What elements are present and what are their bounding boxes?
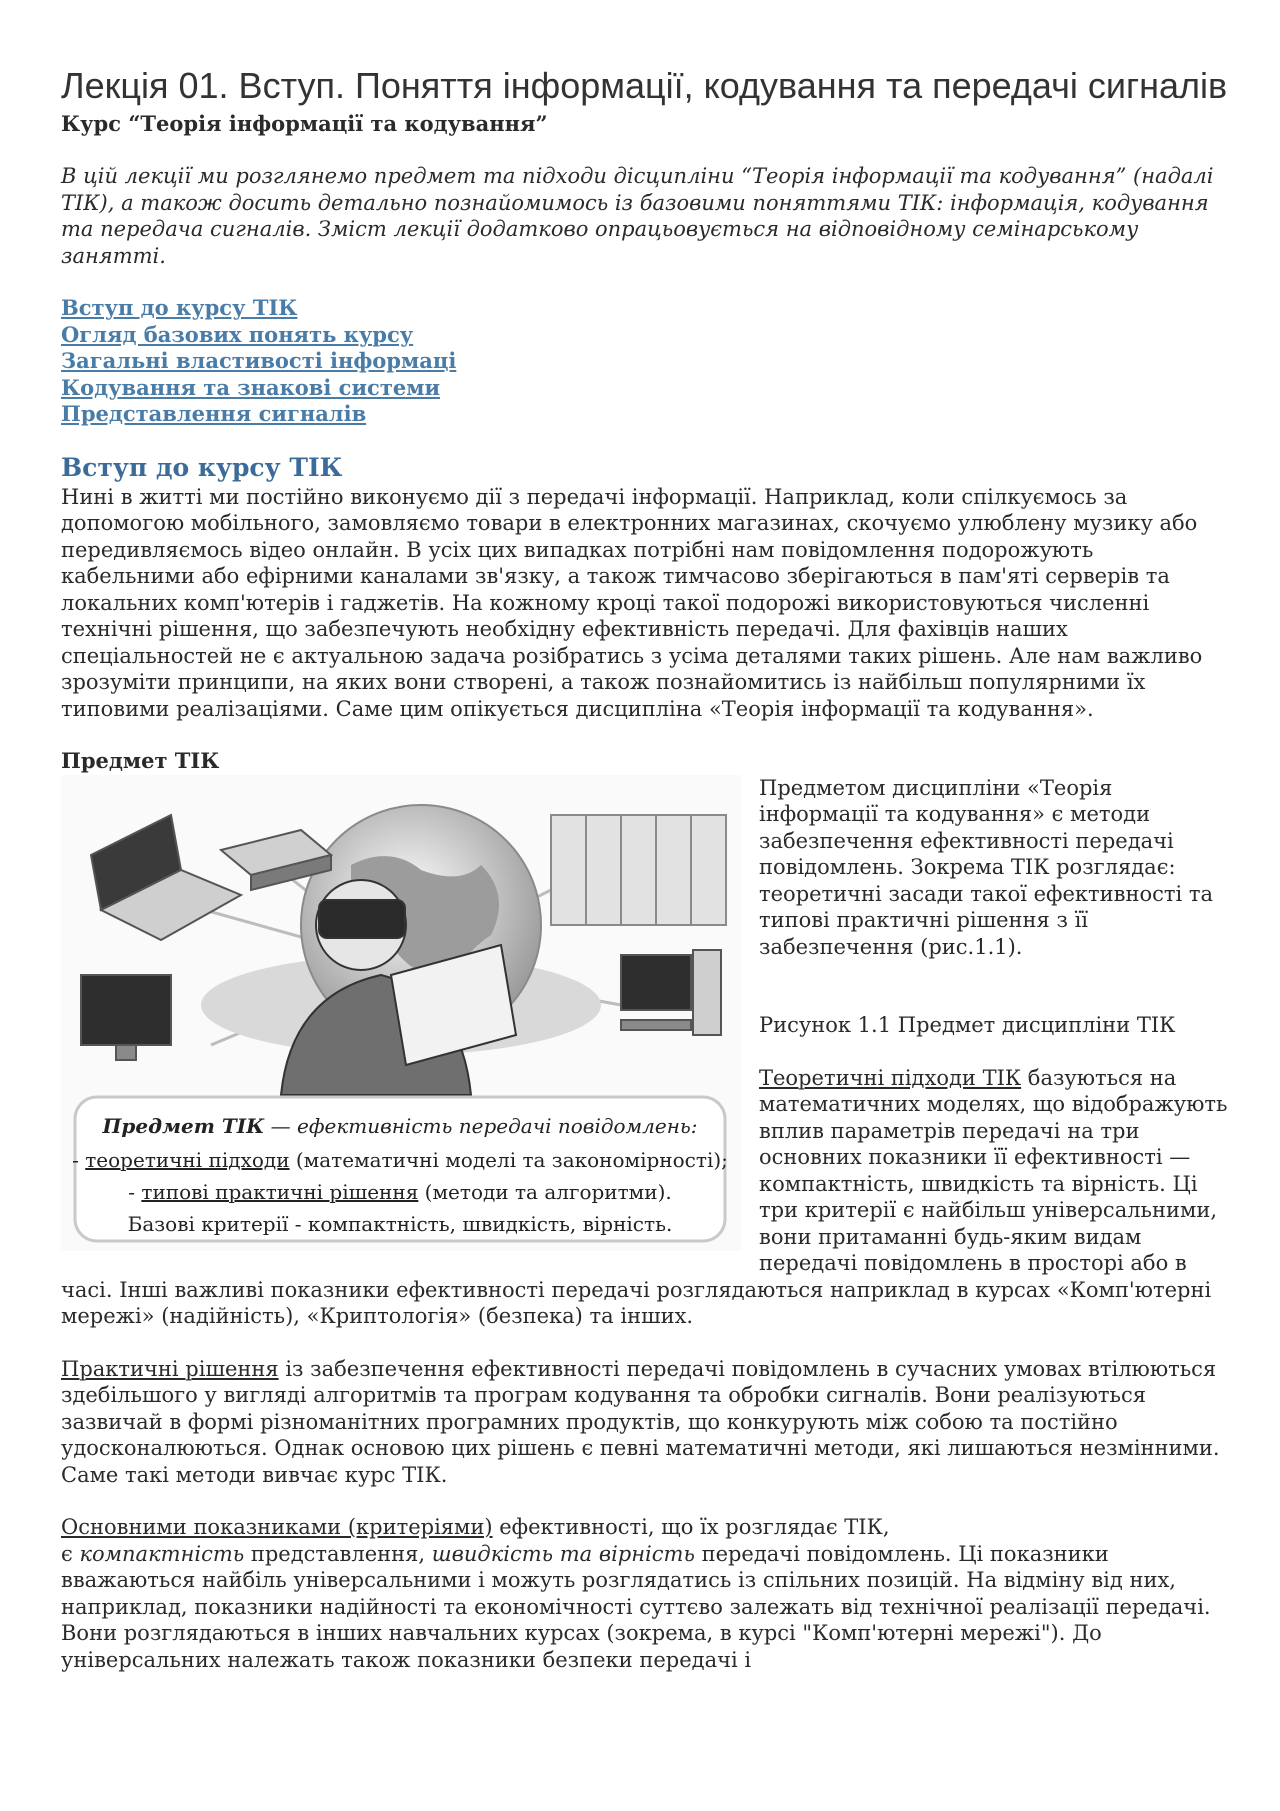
figure-caption: Рисунок 1.1 Предмет дисципліни ТІК bbox=[759, 1013, 1176, 1037]
toc-link-signals[interactable]: Представлення сигналів bbox=[61, 401, 367, 426]
practical-text: із забезпечення ефективності передачі повідомлень в сучасних умовах втілюються здебільшого у вигляді алгоритмів та програм кодування та обробки сигналів. Вони реалізуються зазвичай в формі різноманітних програмних продуктів, що конкурують між собою та постійно удосконалюються. Однак основою цих рішень є певні математичні методи, які лишаються незмінними. Саме такі методи вивчає курс ТІК. bbox=[61, 1356, 1220, 1487]
intro-section-paragraph: Нині в житті ми постійно виконуємо дії з передачі інформації. Наприклад, коли спілкуємось за допомогою мобільного, замовляємо товари в електронних магазинах, скочуємо улюблену музику або передивляємось відео онлайн. В усіх цих випадках потрібні нам повідомлення подорожують кабельними або ефірними каналами зв'язку, а також тимчасово зберігаються в пам'яті серверів та локальних комп'ютерів і гаджетів. На кожному кроці такої подорожі використовуються численні технічні рішення, що забезпечують необхідну ефективність передачі. Для фахівців наших спеціальностей не є актуальною задача розібратись з усіма деталями таких рішень. Але нам важливо зрозуміти принципи, на яких вони створені, а також познайомитись із найбільш популярними їх типовими реалізаціями. Саме цим опікується дисципліна «Теорія інформації та кодування». bbox=[61, 484, 1203, 721]
criteria-link[interactable]: Основними показниками (критеріями) bbox=[61, 1515, 493, 1539]
criteria-paragraph bbox=[61, 1514, 1231, 1673]
criteria-emphasis-1: компактність bbox=[79, 1541, 245, 1566]
figure-1-1 bbox=[61, 775, 741, 1251]
intro-paragraph: В цій лекції ми розглянемо предмет та підходи дісципліни “Теорія інформації та кодування” (надалі ТІК), а також досить детально познайомимось із базовими поняттями ТІК: інформація, кодування та передача сигналів. Зміст лекції додатково опрацьовується на відповідному семінарському занятті. bbox=[61, 164, 1214, 268]
course-name: Курс “Теорія інформації та кодування” bbox=[61, 111, 548, 136]
practical-link[interactable]: Практичні рішення bbox=[61, 1356, 279, 1381]
criteria-emphasis-2: швидкість та вірність bbox=[431, 1541, 695, 1566]
figure-line-3: - типові практичні рішення (методи та алгоритми). bbox=[128, 1179, 672, 1204]
criteria-text-a: ефективності, що їх розглядає ТІК, bbox=[492, 1515, 890, 1539]
criteria-text-b: є bbox=[61, 1541, 80, 1566]
section-heading-intro: Вступ до курсу ТІК bbox=[61, 452, 343, 482]
subject-paragraph: Предметом дисципліни «Теорія інформації та кодування» є методи забезпечення ефективності передачі повідомлень. Зокрема ТІК розглядає: теоретичні засади такої ефективності та типові практичні рішення з її забезпечення (рис.1.1). bbox=[759, 775, 1214, 959]
spacer bbox=[61, 1488, 1231, 1514]
toc-link-properties[interactable]: Загальні властивості інформаці bbox=[61, 348, 457, 373]
page-title: Лекція 01. Вступ. Поняття інформації, кодування та передачі сигналів bbox=[61, 65, 1228, 106]
table-of-contents bbox=[61, 295, 1231, 428]
criteria-text-c: представлення, bbox=[244, 1541, 432, 1566]
lecture-content bbox=[61, 64, 1231, 1673]
practical-paragraph bbox=[61, 1356, 1231, 1489]
criteria-text-d: передачі повідомлень. Ці показники вважаються найбіль універсальними і можуть розглядатись із спільних позицій. На відміну від них, наприклад, показники надійності та економічності суттєво залежать від технічної реалізації передачі. Вони розглядаються в інших навчальних курсах (зокрема, в курсі "Комп'ютерні мережі"). До універсальних належать також показники безпеки передачі і bbox=[61, 1541, 1211, 1672]
theory-text: базуються на математичних моделях, що відображують вплив параметрів передачі на три основних показники її ефективності — компактність, швидкість та вірність. Ці три критерії є найбільш універсальними, вони притаманні будь-яким видам передачі повідомлень в просторі або в часі. Інші важливі показники ефективності передачі розглядаються наприклад в курсах «Комп'ютерні мережі» (надійність), «Криптологія» (безпека) та інших. bbox=[61, 1065, 1228, 1328]
figure-line-1: Предмет ТІК — ефективність передачі повідомлень: bbox=[102, 1113, 698, 1138]
subject-heading: Предмет ТІК bbox=[61, 748, 220, 773]
figure-line-4: Базові критерії - компактність, швидкість, вірність. bbox=[127, 1211, 673, 1236]
theory-link[interactable]: Теоретичні підходи ТІК bbox=[759, 1065, 1022, 1090]
toc-link-coding[interactable]: Кодування та знакові системи bbox=[61, 374, 441, 400]
toc-link-intro[interactable]: Вступ до курсу ТІК bbox=[61, 295, 298, 320]
figure-illustration bbox=[61, 775, 741, 1251]
spacer bbox=[61, 1330, 1231, 1356]
figure-line-2: - теоретичні підходи (математичні моделі та закономірності); bbox=[72, 1147, 728, 1172]
toc-link-overview[interactable]: Огляд базових понять курсу bbox=[61, 321, 414, 347]
